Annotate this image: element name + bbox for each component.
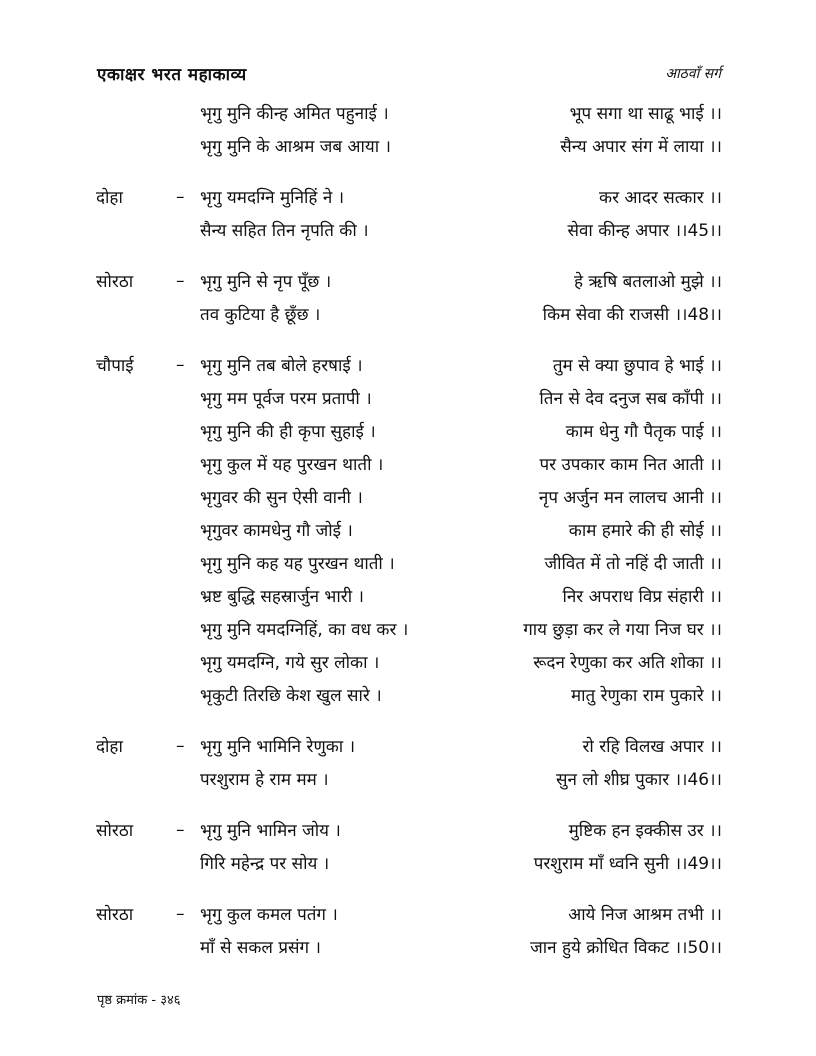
verse-block <box>96 264 722 330</box>
verse-line <box>96 762 722 795</box>
verse-second-half: रो रहि विलख अपार ।। <box>582 737 722 757</box>
verse-text <box>200 683 722 706</box>
verse-dash: – <box>176 186 185 207</box>
verse-line <box>96 546 722 579</box>
verse-line <box>96 414 722 447</box>
verse-line <box>96 348 722 381</box>
verse-type-label: दोहा <box>96 188 123 208</box>
verse-second-half: आये निज आश्रम तभी ।। <box>568 905 722 925</box>
verse-line <box>96 480 722 513</box>
verse-second-half: काम धेनु गौ पैतृक पाई ।। <box>565 422 722 442</box>
verse-first-half: भृगु यमदग्नि मुनिहिं ने । <box>200 188 345 208</box>
verse-first-half: भ्रष्ट बुद्धि सहस्रार्जुन भारी । <box>200 587 364 607</box>
verse-first-half: भृगु मुनि के आश्रम जब आया । <box>200 137 391 157</box>
verse-block <box>96 96 722 162</box>
verse-line <box>96 645 722 678</box>
verse-text <box>200 851 722 874</box>
verse-first-half: भृगु मुनि तब बोले हरषाई । <box>200 356 363 376</box>
verse-text <box>200 134 722 157</box>
verse-line <box>96 447 722 480</box>
verse-line <box>96 579 722 612</box>
verse-second-half: कर आदर सत्कार ।। <box>599 188 722 208</box>
verse-text <box>200 767 722 790</box>
verse-second-half: किम सेवा की राजसी ।।48।। <box>542 305 722 325</box>
verse-block <box>96 180 722 246</box>
verse-type-label: सोरठा <box>96 821 134 841</box>
verse-text <box>200 518 722 541</box>
verse-content <box>96 96 722 981</box>
verse-text <box>200 101 722 124</box>
verse-text <box>200 185 722 208</box>
verse-first-half: गिरि महेन्द्र पर सोय । <box>200 854 330 874</box>
verse-line <box>96 264 722 297</box>
verse-text <box>200 419 722 442</box>
verse-second-half: काम हमारे की ही सोई ।। <box>568 521 722 541</box>
verse-second-half: रूदन रेणुका कर अति शोका ।। <box>533 653 722 673</box>
verse-text <box>200 452 722 475</box>
verse-dash: – <box>176 735 185 756</box>
verse-dash: – <box>176 819 185 840</box>
verse-second-half: निर अपराध विप्र संहारी ।। <box>562 587 722 607</box>
verse-first-half: भृगु मुनि कह यह पुरखन थाती । <box>200 554 395 574</box>
verse-dash: – <box>176 354 185 375</box>
verse-text <box>200 386 722 409</box>
verse-block <box>96 897 722 963</box>
verse-text <box>200 818 722 841</box>
verse-line <box>96 930 722 963</box>
verse-line <box>96 180 722 213</box>
verse-type-label: सोरठा <box>96 272 134 292</box>
verse-first-half: माँ से सकल प्रसंग । <box>200 938 321 958</box>
verse-second-half: नृप अर्जुन मन लालच आनी ।। <box>538 488 722 508</box>
verse-block <box>96 813 722 879</box>
verse-line <box>96 846 722 879</box>
book-title: एकाक्षर भरत महाकाव्य <box>97 65 247 85</box>
verse-first-half: भृगु कुल में यह पुरखन थाती । <box>200 455 384 475</box>
verse-line <box>96 297 722 330</box>
verse-line <box>96 381 722 414</box>
verse-first-half: भृगु कुल कमल पतंग । <box>200 905 338 925</box>
verse-line <box>96 897 722 930</box>
verse-first-half: सैन्य सहित तिन नृपति की । <box>200 221 369 241</box>
verse-first-half: भृगु मुनि की ही कृपा सुहाई । <box>200 422 376 442</box>
verse-first-half: भृगुवर कामधेनु गौ जोई । <box>200 521 353 541</box>
verse-second-half: सुन लो शीघ्र पुकार ।।46।। <box>556 770 722 790</box>
verse-line <box>96 96 722 129</box>
page-number: पृष्ठ क्रमांक - ३४६ <box>97 993 181 1008</box>
verse-first-half: भृगु मुनि यमदग्निहिं, का वध कर । <box>200 620 409 640</box>
verse-line <box>96 813 722 846</box>
verse-text <box>200 584 722 607</box>
verse-line <box>96 129 722 162</box>
verse-text <box>200 650 722 673</box>
verse-block <box>96 348 722 711</box>
verse-line <box>96 729 722 762</box>
verse-type-label: चौपाई <box>96 356 134 376</box>
verse-first-half: परशुराम हे राम मम । <box>200 770 329 790</box>
verse-line <box>96 612 722 645</box>
verse-first-half: भृगुवर की सुन ऐसी वानी । <box>200 488 363 508</box>
verse-first-half: भृकुटी तिरछि केश खुल सारे । <box>200 686 382 706</box>
verse-first-half: भृगु मुनि भामिनि रेणुका । <box>200 737 356 757</box>
verse-second-half: तिन से देव दनुज सब काँपी ।। <box>539 389 722 409</box>
verse-text <box>200 302 722 325</box>
verse-type-label: सोरठा <box>96 905 134 925</box>
verse-second-half: जीवित में तो नहिं दी जाती ।। <box>544 554 722 574</box>
verse-second-half: मातु रेणुका राम पुकारे ।। <box>570 686 722 706</box>
chapter-label: आठवाँ सर्ग <box>665 66 721 82</box>
verse-text <box>200 617 722 640</box>
verse-second-half: मुष्टिक हन इक्कीस उर ।। <box>568 821 722 841</box>
verse-second-half: सैन्य अपार संग में लाया ।। <box>560 137 722 157</box>
verse-second-half: परशुराम माँ ध्वनि सुनी ।।49।। <box>533 854 722 874</box>
verse-text <box>200 485 722 508</box>
verse-second-half: तुम से क्या छुपाव हे भाई ।। <box>552 356 722 376</box>
verse-first-half: भृगु मुनि भामिन जोय । <box>200 821 341 841</box>
verse-text <box>200 551 722 574</box>
verse-text <box>200 218 722 241</box>
verse-text <box>200 269 722 292</box>
verse-first-half: भृगु मुनि से नृप पूँछ । <box>200 272 332 292</box>
verse-text <box>200 734 722 757</box>
verse-second-half: सेवा कीन्ह अपार ।।45।। <box>567 221 722 241</box>
verse-first-half: भृगु मम पूर्वज परम प्रतापी । <box>200 389 372 409</box>
verse-type-label: दोहा <box>96 737 123 757</box>
verse-line <box>96 678 722 711</box>
verse-text <box>200 902 722 925</box>
verse-second-half: भूप सगा था साढू भाई ।। <box>569 104 722 124</box>
verse-second-half: जान हुये क्रोधित विकट ।।50।। <box>530 938 722 958</box>
verse-first-half: भृगु मुनि कीन्ह अमित पहुनाई । <box>200 104 389 124</box>
verse-dash: – <box>176 903 185 924</box>
verse-second-half: गाय छुड़ा कर ले गया निज घर ।। <box>523 620 722 640</box>
verse-second-half: हे ऋषि बतलाओ मुझे ।। <box>574 272 722 292</box>
verse-block <box>96 729 722 795</box>
verse-text <box>200 353 722 376</box>
verse-dash: – <box>176 270 185 291</box>
verse-line <box>96 213 722 246</box>
verse-line <box>96 513 722 546</box>
verse-first-half: तव कुटिया है छूँछ । <box>200 305 321 325</box>
verse-first-half: भृगु यमदग्नि, गये सुर लोका । <box>200 653 380 673</box>
verse-text <box>200 935 722 958</box>
verse-second-half: पर उपकार काम नित आती ।। <box>539 455 722 475</box>
